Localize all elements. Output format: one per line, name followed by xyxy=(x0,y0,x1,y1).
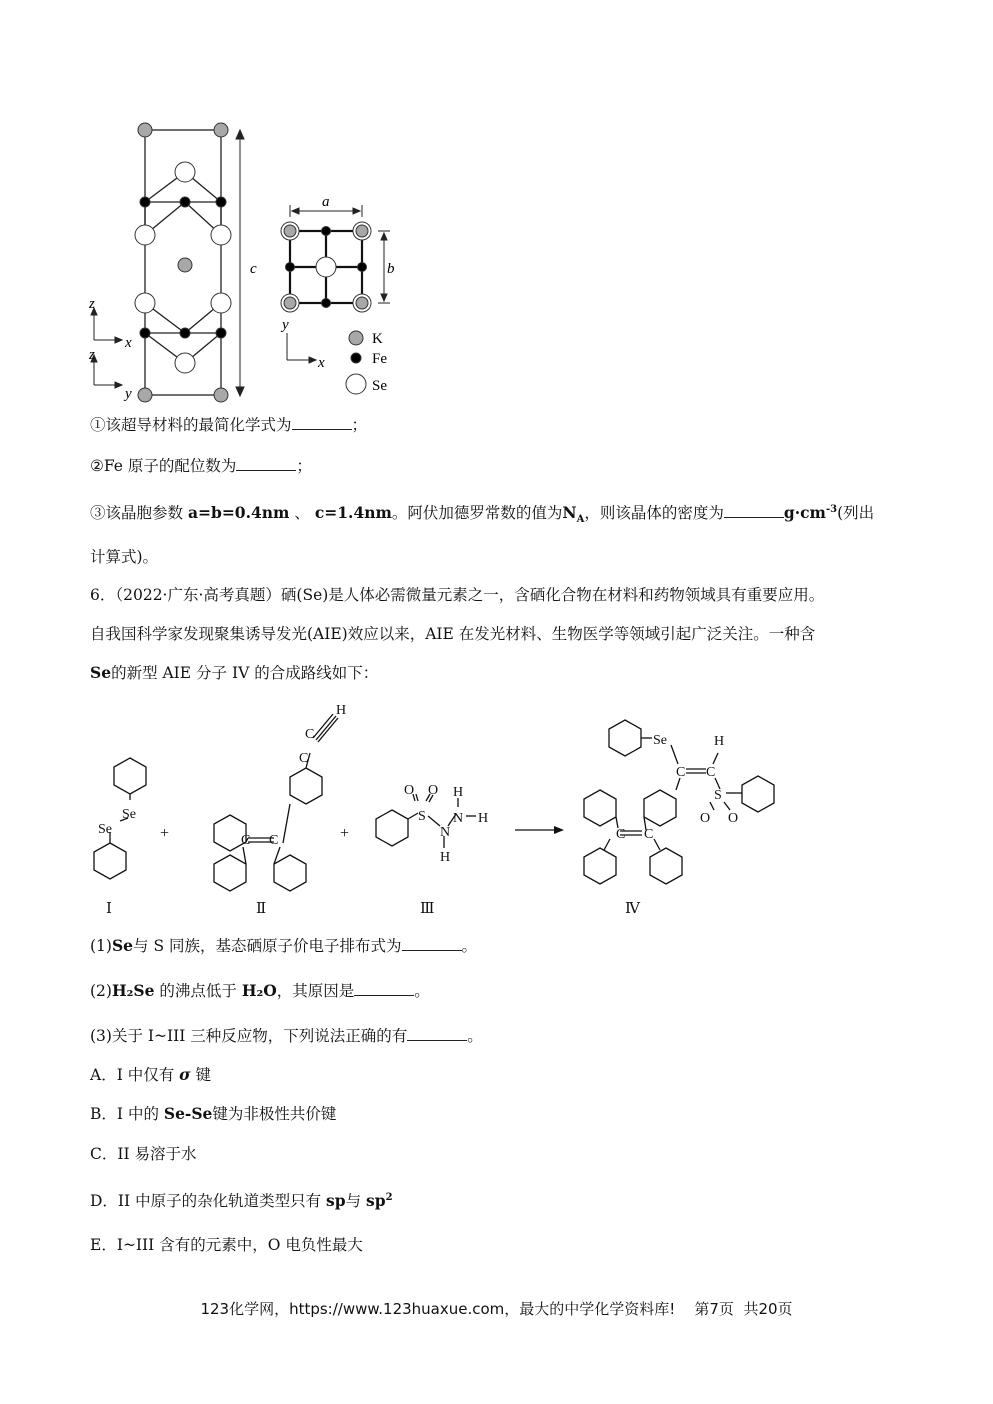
benzene-ring xyxy=(650,848,682,884)
benzene-ring xyxy=(94,843,126,879)
benzene-ring xyxy=(274,855,306,891)
atom-n: N xyxy=(453,811,464,826)
atom-legend xyxy=(346,331,366,394)
benzene-ring xyxy=(584,790,616,826)
atom-c: C xyxy=(305,727,315,742)
benzene-ring xyxy=(584,848,616,884)
axis-y-label-2: y xyxy=(125,386,132,402)
q6-intro-line-3-text: 的新型 AIE 分子 IV 的合成路线如下： xyxy=(111,664,379,682)
q6-part-2-mid: 的沸点低于 xyxy=(154,982,242,1000)
benzene-ring xyxy=(114,758,146,794)
q5-item-1-text: ①该超导材料的最简化学式为 xyxy=(90,416,292,434)
page-footer: 123化学网，https://www.123huaxue.com，最大的中学化学资料库! 第7页 共20页 xyxy=(200,1300,793,1318)
plus-sign: + xyxy=(340,825,350,842)
compound-label-iii: Ⅲ xyxy=(420,901,435,917)
sp2-label: sp xyxy=(366,1191,386,1211)
benzene-ring xyxy=(644,790,676,826)
q6-part-2-text: ，其原因是 xyxy=(276,982,355,1000)
q6-part-3-text: (3)关于 I~III 三种反应物，下列说法正确的有 xyxy=(90,1027,408,1045)
atom-h: H xyxy=(478,811,489,826)
atom-h: H xyxy=(440,850,451,865)
legend-se-label: Se xyxy=(372,378,387,394)
sp2-superscript: 2 xyxy=(385,1192,393,1203)
atom-s: S xyxy=(418,809,426,824)
atom-s: S xyxy=(714,788,722,803)
density-unit-sup: -3 xyxy=(825,504,838,515)
period: 。 xyxy=(461,937,478,955)
atom-o: O xyxy=(700,811,711,826)
q5-item-3-text: ③该晶胞参数 xyxy=(90,504,184,523)
separator: 、 xyxy=(294,504,310,523)
avogadro-symbol: N xyxy=(562,503,577,523)
q5-item-3-end: (列出 xyxy=(837,504,875,523)
q5-item-3-cont: 计算式)。 xyxy=(90,548,159,566)
sp-label: sp xyxy=(326,1191,346,1211)
q6-intro-line-2: 自我国科学家发现聚集诱导发光(AIE)效应以来，AIE 在发光材料、生物医学等领域引起广泛关注。一种含 xyxy=(90,625,816,643)
se-se-bond: Se-Se xyxy=(163,1104,213,1123)
reaction-scheme xyxy=(80,698,800,928)
density-unit: g·cm xyxy=(783,503,826,523)
benzene-ring xyxy=(214,855,246,891)
avogadro-subscript: A xyxy=(576,514,585,526)
atom-o: O xyxy=(728,811,739,826)
answer-blank[interactable] xyxy=(292,415,352,430)
option-c[interactable]: C．II 易溶于水 xyxy=(90,1145,197,1163)
atom-se: Se xyxy=(122,807,136,822)
compound-label-ii: Ⅱ xyxy=(256,901,267,917)
axis-z-label-1: z xyxy=(89,296,95,312)
axis-x-label-3: x xyxy=(318,355,325,371)
atom-c: C xyxy=(616,827,626,842)
answer-blank[interactable] xyxy=(354,981,414,996)
q6-part-2 xyxy=(90,980,430,1002)
q5-item-3-mid: 。阿伏加德罗常数的值为 xyxy=(391,504,563,523)
q5-item-3 xyxy=(90,499,874,531)
c-dimension-arrow xyxy=(236,130,244,396)
atom-n: N xyxy=(440,825,451,840)
q6-part-1-text: 与 S 同族，基态硒原子价电子排布式为 xyxy=(133,937,402,955)
benzene-ring xyxy=(376,810,408,846)
option-d-mid: 与 xyxy=(345,1192,367,1211)
legend-k-label: K xyxy=(372,331,383,347)
benzene-ring xyxy=(742,776,774,812)
h2se-formula: H₂Se xyxy=(111,981,155,1000)
atom-c: C xyxy=(269,833,279,848)
atom-c: C xyxy=(706,765,716,780)
atom-c: C xyxy=(241,833,251,848)
q5-item-2 xyxy=(90,455,312,477)
axis-y-label-3: y xyxy=(282,317,289,333)
axis-x-label-1: x xyxy=(125,335,132,351)
option-b-text: B．I 中的 xyxy=(90,1105,164,1123)
period: 。 xyxy=(414,982,430,1000)
answer-blank[interactable] xyxy=(236,456,296,471)
q6-part-3 xyxy=(90,1025,483,1047)
compound-label-i: Ⅰ xyxy=(106,901,112,917)
atom-h: H xyxy=(714,734,725,749)
period: 。 xyxy=(467,1027,483,1045)
side-view-atoms xyxy=(135,123,231,402)
option-d[interactable] xyxy=(90,1187,393,1212)
q5-item-1 xyxy=(90,414,367,436)
answer-blank[interactable] xyxy=(407,1026,467,1041)
q6-intro-line-1: 6．（2022·广东·高考真题）硒(Se)是人体必需微量元素之一，含硒化合物在材料和药物领域具有重要应用。 xyxy=(90,586,825,604)
option-a[interactable] xyxy=(90,1064,211,1086)
q5-item-2-end: ； xyxy=(296,457,312,475)
part-number: (2) xyxy=(90,982,112,1000)
answer-blank[interactable] xyxy=(402,936,462,951)
se-symbol: Se xyxy=(90,663,112,682)
atom-c: C xyxy=(299,751,309,766)
h2o-formula: H₂O xyxy=(241,981,277,1000)
axis-z-label-2: z xyxy=(89,347,95,363)
plus-sign: + xyxy=(160,825,170,842)
sigma-symbol: σ xyxy=(179,1065,191,1084)
atom-h: H xyxy=(336,703,347,718)
option-a-end: 键 xyxy=(190,1066,212,1084)
a-label: a xyxy=(322,194,330,210)
top-view-atoms xyxy=(281,222,371,312)
se-symbol: Se xyxy=(111,936,134,955)
cell-param-c: c=1.4nm xyxy=(314,503,392,523)
benzene-ring xyxy=(290,768,322,804)
q6-part-1 xyxy=(90,935,477,957)
atom-o: O xyxy=(428,783,439,798)
atom-c: C xyxy=(676,765,686,780)
option-a-text: A．I 中仅有 xyxy=(90,1066,180,1084)
q6-intro-line-3 xyxy=(90,662,378,684)
q5-item-3-mid2: ，则该晶体的密度为 xyxy=(584,504,724,523)
b-label: b xyxy=(387,261,395,277)
option-d-text: D．II 中原子的杂化轨道类型只有 xyxy=(90,1192,327,1211)
atom-o: O xyxy=(404,783,415,798)
option-b-end: 键为非极性共价键 xyxy=(212,1105,337,1123)
c-label: c xyxy=(250,261,257,277)
atom-h: H xyxy=(453,785,464,800)
option-e[interactable]: E．I~III 含有的元素中，O 电负性最大 xyxy=(90,1236,363,1254)
crystal-structure-figure xyxy=(80,115,410,410)
legend-fe-label: Fe xyxy=(372,351,387,367)
answer-blank[interactable] xyxy=(724,503,784,518)
compound-label-iv: Ⅳ xyxy=(625,901,640,917)
benzene-ring xyxy=(609,720,641,756)
part-number: (1) xyxy=(90,937,112,955)
cell-params-ab: a=b=0.4nm xyxy=(187,503,290,523)
atom-se: Se xyxy=(98,822,112,837)
q5-item-1-end: ； xyxy=(351,416,368,434)
option-b[interactable] xyxy=(90,1103,336,1125)
atom-c: C xyxy=(644,827,654,842)
atom-se: Se xyxy=(653,733,667,748)
q5-item-2-text: ②Fe 原子的配位数为 xyxy=(90,457,237,475)
